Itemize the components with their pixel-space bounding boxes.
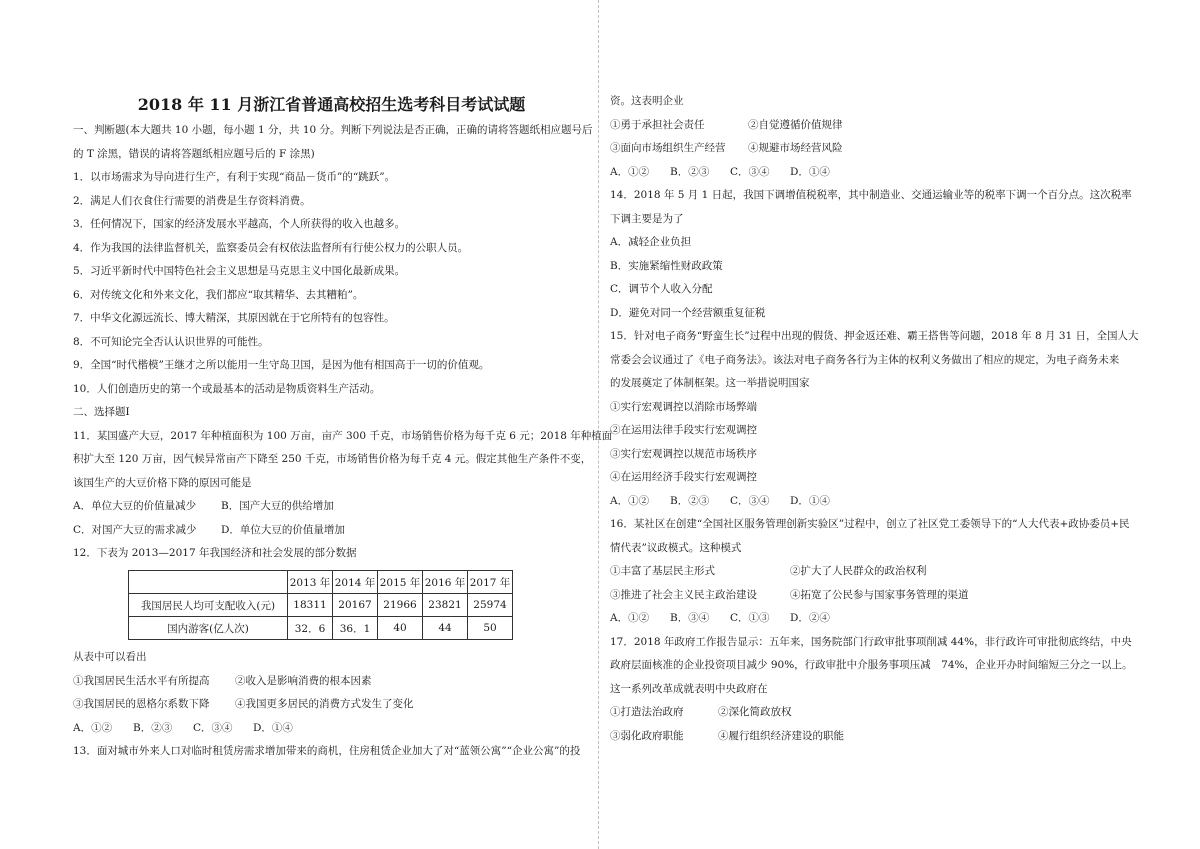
table-row-label: 我国居民人均可支配收入(元) [129,594,288,617]
q13-items-row [610,137,1139,161]
q15-stem: 的发展奠定了体制框架。这一举措说明国家 [610,377,810,389]
table-row [129,617,513,640]
left-upper [73,119,612,566]
q16-items-row [610,584,1139,608]
q16-stem: 情代表”议政模式。这种模式 [610,541,742,554]
q13-answer-b: B．②③ [670,165,710,178]
q15-stem: 15．针对电子商务“野蛮生长”过程中出现的假货、押金返还难、霸王搭售等问题，2018 年 8 月 31 日，全国人大 [610,330,1139,342]
q17-item-4: ④履行组织经济建设的职能 [718,729,844,742]
q16-answers-row [610,607,1139,631]
table-cell: 44 [423,617,468,640]
q14-option-d: D．避免对同一个经营额重复征税 [610,306,766,319]
q12-answer-a: A．①② [73,721,113,734]
judgment-9: 9．全国“时代楷模”王继才之所以能用一生守岛卫国，是因为他有相国高于一切的价值观。 [73,359,490,371]
q16-answer-b: B．③④ [670,612,710,624]
q14-option-a: A．减轻企业负担 [610,236,692,248]
q11-option-d: D．单位大豆的价值量增加 [221,523,345,536]
q13-answers-row [610,161,1139,185]
table-corner-cell [129,571,288,594]
q16-item-4: ④拓宽了公民参与国家事务管理的渠道 [790,588,969,601]
q14-option-b: B．实施紧缩性财政政策 [610,259,723,272]
table-year-cell: 2016 年 [423,571,468,594]
section2-heading: 二、选择题Ⅰ [73,406,130,418]
section1-intro-line: 一、判断题(本大题共 10 小题，每小题 1 分，共 10 分。判断下列说法是否正确，正确的请将答题纸相应题号后 [73,124,593,136]
judgment-2: 2．满足人们衣食住行需要的消费是生存资料消费。 [73,194,311,207]
q16-stem: 16．某社区在创建“全国社区服务管理创新实验区”过程中，创立了社区党工委领导下的“人大代表+政协委员+民 [610,518,1130,530]
judgment-7: 7．中华文化源远流长、博大精深，其原因就在于它所特有的包容性。 [73,312,395,324]
q16-item-1: ①丰富了基层民主形式 [610,565,715,577]
q16-answer-d: D．②④ [790,612,830,624]
q14-stem: 下调主要是为了 [610,212,684,225]
judgment-3: 3．任何情况下，国家的经济发展水平越高，个人所获得的收入也越多。 [73,218,406,230]
judgment-6: 6．对传统文化和外来文化，我们都应“取其精华、去其糟粕”。 [73,288,364,301]
q13-stem-cont: 资。这表明企业 [610,95,684,107]
q12-item-3: ③我国居民的恩格尔系数下降 [73,698,210,710]
judgment-10: 10．人们创造历史的第一个或最基本的活动是物质资料生产活动。 [73,382,381,395]
q12-item-2: ②收入是影响消费的根本因素 [235,674,372,687]
table-cell: 40 [378,617,423,640]
table-year-cell: 2014 年 [333,571,378,594]
q12-answer-c: C．③④ [193,721,233,734]
q13-item-1: ①勇于承担社会责任 [610,118,705,131]
left-lower [73,646,580,764]
q11-stem: 11．某国盛产大豆，2017 年种植面积为 100 万亩，亩产 300 千克，市场销售价格为每千克 6 元；2018 年种植面 [73,429,613,442]
table-cell: 25974 [468,594,513,617]
table-cell: 36．1 [333,617,378,640]
table-year-cell: 2015 年 [378,571,423,594]
table-cell: 32．6 [288,617,333,640]
table-year-cell: 2017 年 [468,571,513,594]
q11-option-a: A．单位大豆的价值量减少 [73,500,197,512]
q12-stem: 12．下表为 2013—2017 年我国经济和社会发展的部分数据 [73,547,357,559]
q13-item-4: ④规避市场经营风险 [748,142,843,154]
q11-options-row [73,519,612,543]
q17-item-3: ③弱化政府职能 [610,729,684,742]
q12-item-4: ④我国更多居民的消费方式发生了变化 [235,698,414,710]
q11-options-row [73,495,612,519]
q13-items-row [610,114,1139,138]
q12-answer-d: D．①④ [253,721,293,734]
q17-stem: 政府层面核准的企业投资项目减少 90%，行政审批中介服务事项压减 74%，企业开办时间缩短三分之一以上。 [610,659,1133,671]
q15-item-4: ④在运用经济手段实行宏观调控 [610,471,757,483]
judgment-5: 5．习近平新时代中国特色社会主义思想是马克思主义中国化最新成果。 [73,265,406,277]
q16-item-3: ③推进了社会主义民主政治建设 [610,588,757,601]
q14-option-c: C．调节个人收入分配 [610,283,713,295]
q15-answer-b: B．②③ [670,494,710,507]
q17-stem: 17．2018 年政府工作报告显示：五年来，国务院部门行政审批事项削减 44%，非行政许可审批彻底终结，中央 [610,635,1132,648]
judgment-1: 1．以市场需求为导向进行生产，有利于实现“商品－货币”的“跳跃”。 [73,171,396,183]
q15-answers-row [610,490,1139,514]
q11-option-b: B．国产大豆的供给增加 [221,500,334,512]
q17-item-2: ②深化简政放权 [718,706,792,718]
q15-item-2: ②在运用法律手段实行宏观调控 [610,424,757,436]
q13-item-2: ②自觉遵循价值规律 [748,118,843,131]
exam-title: 2018 年 11 月浙江省普通高校招生选考科目考试试题 [137,95,526,114]
q17-items-row [610,701,1139,725]
section1-intro-line: 的 T 涂黑，错误的请将答题纸相应题号后的 F 涂黑) [73,147,315,160]
q12-answer-b: B．②③ [133,721,173,734]
q13-item-3: ③面向市场组织生产经营 [610,142,726,154]
q16-answer-a: A．①② [610,612,650,624]
judgment-4: 4．作为我国的法律监督机关，监察委员会有权依法监督所有行使公权力的公职人员。 [73,241,469,254]
table-cell: 21966 [378,594,423,617]
q12-items-row [73,670,580,694]
q14-stem: 14．2018 年 5 月 1 日起，我国下调增值税税率，其中制造业、交通运输业等的税率下调一个百分点。这次税率 [610,189,1132,201]
q16-items-row [610,560,1139,584]
q12-item-1: ①我国居民生活水平有所提高 [73,674,210,687]
q11-stem: 该国生产的大豆价格下降的原因可能是 [73,476,252,489]
table-header-row [129,571,513,594]
q16-answer-c: C．①③ [730,612,770,624]
table-cell: 50 [468,617,513,640]
q13-answer-c: C．③④ [730,165,770,178]
q15-stem: 常委会会议通过了《电子商务法》。该法对电子商务各行为主体的权利义务做出了相应的规定，为电子商务未来 [610,353,1120,366]
table-cell: 18311 [288,594,333,617]
q15-answer-c: C．③④ [730,494,770,507]
q13-answer-d: D．①④ [790,165,830,178]
q11-option-c: C．对国产大豆的需求减少 [73,523,197,536]
q12-prompt: 从表中可以看出 [73,651,147,663]
q15-answer-a: A．①② [610,494,650,507]
q12-answers-row [73,717,580,741]
q15-item-3: ③实行宏观调控以规范市场秩序 [610,447,757,460]
q17-stem: 这一系列改革成就表明中央政府在 [610,682,768,695]
right-content [610,90,1139,748]
q13-answer-a: A．①② [610,165,650,178]
q13-stem: 13．面对城市外来人口对临时租赁房需求增加带来的商机，住房租赁企业加大了对“蓝领公寓”“企业公寓”的投 [73,745,581,757]
table-cell: 20167 [333,594,378,617]
table-cell: 23821 [423,594,468,617]
q15-answer-d: D．①④ [790,494,830,507]
q16-item-2: ②扩大了人民群众的政治权利 [790,565,927,577]
q11-stem: 积扩大至 120 万亩，因气候异常亩产下降至 250 千克，市场销售价格为每千克 4 元。假定其他生产条件不变， [73,453,592,465]
table-row-label: 国内游客(亿人次) [129,617,288,640]
table-year-cell: 2013 年 [288,571,333,594]
q15-item-1: ①实行宏观调控以消除市场弊端 [610,400,757,413]
table-row [129,594,513,617]
q12-data-table [128,570,513,640]
q12-items-row [73,693,580,717]
q17-items-row [610,725,1139,749]
judgment-8: 8．不可知论完全否认认识世界的可能性。 [73,335,269,348]
q17-item-1: ①打造法治政府 [610,706,684,718]
